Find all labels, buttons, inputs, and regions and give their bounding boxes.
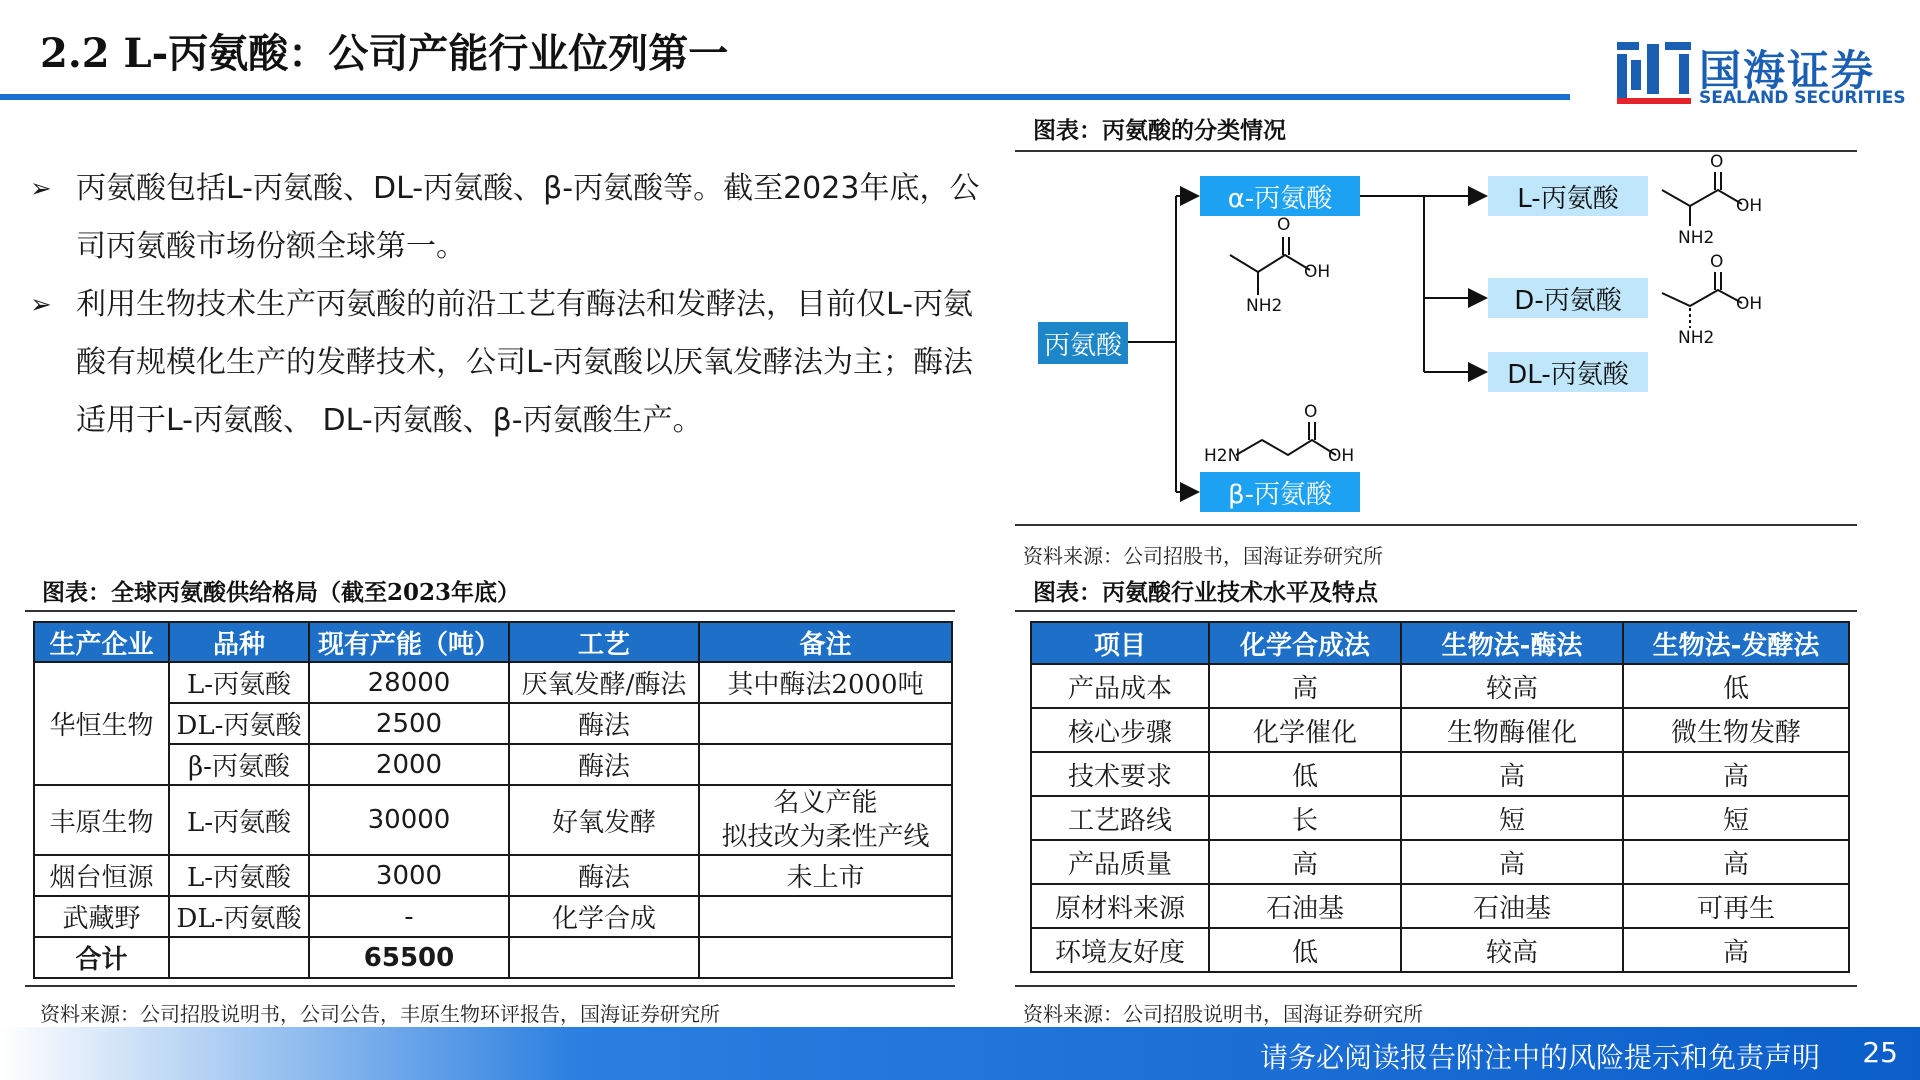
table-cell: 生物酶催化 [1401, 708, 1623, 752]
atom-h2n: H2N [1204, 446, 1241, 466]
bullet-arrow-icon: ➢ [30, 174, 52, 204]
box-beta-alanine: β-丙氨酸 [1200, 472, 1360, 512]
table-row [34, 785, 952, 855]
table-header: 生物法-酶法 [1401, 622, 1623, 664]
table-cell: 其中酶法2000吨 [699, 662, 952, 703]
table-cell: 高 [1401, 752, 1623, 796]
remark-line: 拟技改为柔性产线 [721, 822, 930, 852]
box-alanine: 丙氨酸 [1038, 322, 1128, 364]
supply-bottom-rule [25, 985, 955, 987]
table-cell: 原材料来源 [1031, 884, 1209, 928]
table-cell: 短 [1401, 796, 1623, 840]
table-cell: 酶法 [509, 703, 699, 744]
table-row [34, 662, 952, 703]
table-cell: 微生物发酵 [1623, 708, 1849, 752]
table-row [34, 703, 952, 744]
table-cell: 30000 [309, 785, 509, 855]
table-row-total [34, 937, 952, 978]
table-cell: 合计 [34, 937, 169, 978]
table-cell: 石油基 [1209, 884, 1401, 928]
table-cell: 化学催化 [1209, 708, 1401, 752]
table-cell: DL-丙氨酸 [169, 703, 309, 744]
table-cell: 好氧发酵 [509, 785, 699, 855]
tech-table [1030, 621, 1850, 973]
table-cell: 石油基 [1401, 884, 1623, 928]
table-cell: 低 [1623, 664, 1849, 708]
table-header: 工艺 [509, 622, 699, 662]
footer-disclaimer: 请务必阅读报告附注中的风险提示和免责声明 [1259, 1041, 1820, 1074]
table-cell: 厌氧发酵/酶法 [509, 662, 699, 703]
table-cell: 2500 [309, 703, 509, 744]
table-cell: 高 [1623, 928, 1849, 972]
box-alpha-alanine: α-丙氨酸 [1200, 176, 1360, 216]
table-header: 现有产能（吨） [309, 622, 509, 662]
table-row [34, 855, 952, 896]
diagram-source: 资料来源：公司招股书，国海证券研究所 [1023, 544, 1383, 568]
table-cell: L-丙氨酸 [169, 662, 309, 703]
table-row [1031, 840, 1849, 884]
table-cell: 3000 [309, 855, 509, 896]
table-cell: 较高 [1401, 928, 1623, 972]
logo [1615, 38, 1906, 108]
table-cell: 环境友好度 [1031, 928, 1209, 972]
table-cell: 高 [1209, 840, 1401, 884]
table-row [1031, 928, 1849, 972]
table-cell: 未上市 [699, 855, 952, 896]
atom-o: O [1277, 215, 1291, 235]
table-cell: L-丙氨酸 [169, 785, 309, 855]
table-cell: 产品质量 [1031, 840, 1209, 884]
table-row [1031, 664, 1849, 708]
table-header: 备注 [699, 622, 952, 662]
supply-source: 资料来源：公司招股说明书，公司公告，丰原生物环评报告，国海证券研究所 [40, 1002, 720, 1026]
supply-table-caption: 图表：全球丙氨酸供给格局（截至2023年底） [42, 579, 521, 606]
table-cell: 28000 [309, 662, 509, 703]
remark-line: 名义产能 [773, 788, 878, 818]
table-cell: 烟台恒源 [34, 855, 169, 896]
table-row [1031, 884, 1849, 928]
table-cell: 酶法 [509, 855, 699, 896]
logo-cn: 国海证券 [1699, 46, 1876, 95]
table-cell: 高 [1209, 664, 1401, 708]
logo-en: SEALAND SECURITIES [1699, 88, 1906, 108]
table-cell: 化学合成 [509, 896, 699, 937]
supply-table [33, 621, 953, 979]
table-header: 生产企业 [34, 622, 169, 662]
table-cell: L-丙氨酸 [169, 855, 309, 896]
atom-nh2: NH2 [1246, 296, 1283, 316]
table-cell: 低 [1209, 928, 1401, 972]
table-cell: 华恒生物 [34, 662, 169, 785]
table-cell: 高 [1401, 840, 1623, 884]
d-alanine-structure-icon [1662, 272, 1742, 328]
table-cell: 65500 [309, 937, 509, 978]
table-cell: β-丙氨酸 [169, 744, 309, 785]
table-cell: 短 [1623, 796, 1849, 840]
bullet-text: 丙氨酸包括L-丙氨酸、DL-丙氨酸、β-丙氨酸等。截至2023年底，公司丙氨酸市场份额全球第一。 [76, 171, 980, 264]
table-cell: 工艺路线 [1031, 796, 1209, 840]
table-row [1031, 708, 1849, 752]
table-cell: 核心步骤 [1031, 708, 1209, 752]
table-cell: 丰原生物 [34, 785, 169, 855]
table-cell: 较高 [1401, 664, 1623, 708]
page-number: 25 [1862, 1036, 1898, 1069]
table-header: 生物法-发酵法 [1623, 622, 1849, 664]
table-cell: 可再生 [1623, 884, 1849, 928]
footer-bar [0, 1027, 1920, 1080]
bullet-text: 利用生物技术生产丙氨酸的前沿工艺有酶法和发酵法，目前仅L-丙氨酸有规模化生产的发酵技术，公司L-丙氨酸以厌氧发酵法为主；酶法适用于L-丙氨酸、 DL-丙氨酸、β-丙氨酸生产。 [76, 287, 974, 438]
table-cell [699, 896, 952, 937]
table-cell: 低 [1209, 752, 1401, 796]
atom-oh: OH [1304, 262, 1331, 282]
atom-o: O [1304, 402, 1318, 422]
table-cell: 技术要求 [1031, 752, 1209, 796]
table-cell: 长 [1209, 796, 1401, 840]
box-l-alanine: L-丙氨酸 [1488, 176, 1648, 216]
page-title: 2.2 L-丙氨酸：公司产能行业位列第一 [40, 30, 729, 77]
table-header: 项目 [1031, 622, 1209, 664]
tech-source: 资料来源：公司招股说明书，国海证券研究所 [1023, 1002, 1423, 1026]
table-header: 品种 [169, 622, 309, 662]
table-cell [699, 744, 952, 785]
table-cell [699, 703, 952, 744]
bullet-item [30, 276, 990, 450]
table-cell: DL-丙氨酸 [169, 896, 309, 937]
beta-alanine-structure-icon [1236, 422, 1336, 455]
tech-table-caption: 图表：丙氨酸行业技术水平及特点 [1033, 579, 1378, 606]
diagram-caption-rule [1015, 150, 1857, 152]
tech-bottom-rule [1015, 985, 1857, 987]
table-row [1031, 752, 1849, 796]
box-dl-alanine: DL-丙氨酸 [1488, 352, 1648, 392]
table-cell: - [309, 896, 509, 937]
bullet-list [30, 160, 990, 450]
table-row [34, 896, 952, 937]
box-d-alanine: D-丙氨酸 [1488, 278, 1648, 318]
atom-oh: OH [1328, 446, 1355, 466]
table-row [34, 744, 952, 785]
bullet-item [30, 160, 990, 276]
l-alanine-structure-icon [1662, 172, 1742, 226]
sealand-logo-icon [1615, 38, 1695, 108]
atom-o: O [1710, 152, 1724, 172]
atom-oh: OH [1736, 196, 1763, 216]
table-cell [509, 937, 699, 978]
table-cell: 酶法 [509, 744, 699, 785]
table-cell: 高 [1623, 752, 1849, 796]
atom-nh2: NH2 [1678, 328, 1715, 348]
bullet-arrow-icon: ➢ [30, 290, 52, 320]
table-header: 化学合成法 [1209, 622, 1401, 664]
table-cell [699, 785, 952, 855]
table-cell: 武藏野 [34, 896, 169, 937]
diagram-bottom-rule [1015, 524, 1857, 526]
diagram-caption: 图表：丙氨酸的分类情况 [1033, 117, 1286, 144]
table-row [1031, 796, 1849, 840]
atom-nh2: NH2 [1678, 228, 1715, 248]
table-cell: 2000 [309, 744, 509, 785]
table-cell: 高 [1623, 840, 1849, 884]
alpha-structure-icon [1230, 237, 1310, 295]
tech-caption-rule [1015, 610, 1857, 612]
atom-o: O [1710, 252, 1724, 272]
table-cell [699, 937, 952, 978]
supply-caption-rule [25, 610, 955, 612]
table-cell [169, 937, 309, 978]
atom-oh: OH [1736, 294, 1763, 314]
table-cell: 产品成本 [1031, 664, 1209, 708]
title-rule [0, 94, 1570, 100]
